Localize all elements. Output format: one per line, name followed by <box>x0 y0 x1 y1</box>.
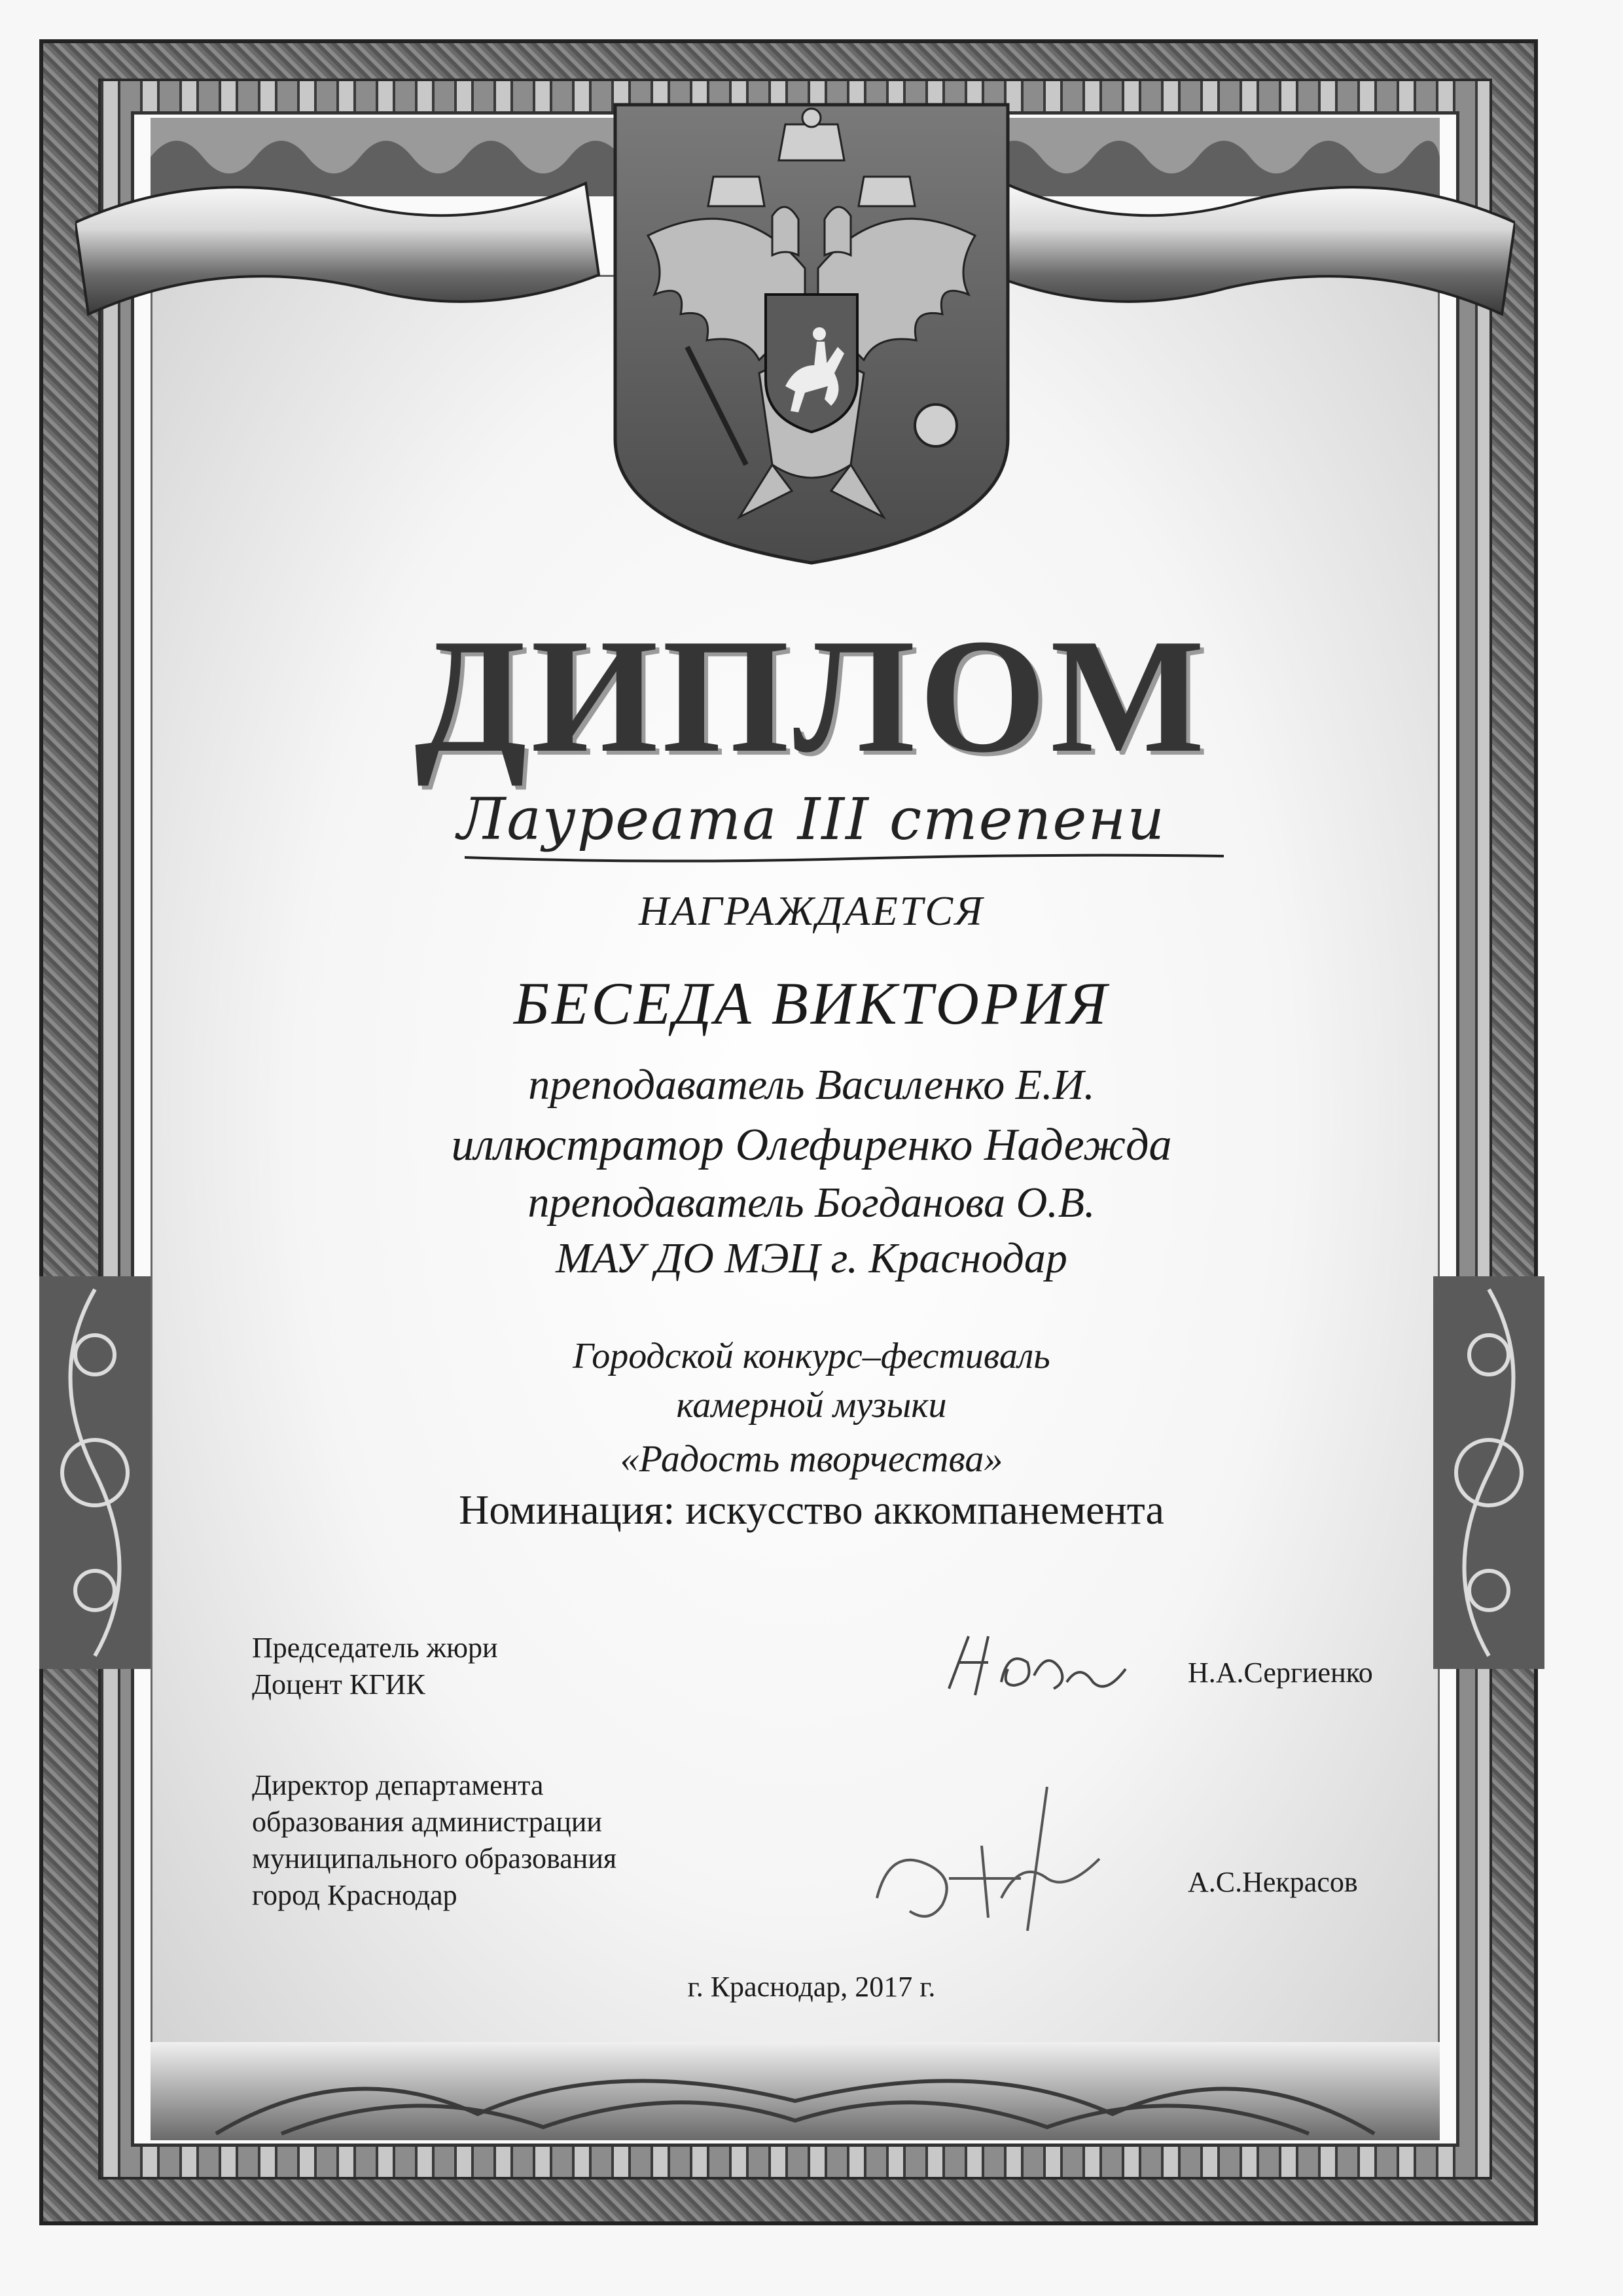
signatory-2-position-line: муниципального образования <box>252 1842 617 1874</box>
signatory-1-position <box>252 1630 498 1703</box>
event-line-1: Городской конкурс–фестиваль <box>573 1336 1050 1376</box>
place-and-date: г. Краснодар, 2017 г. <box>687 1971 936 2003</box>
diploma-title: ДИПЛОМ <box>414 605 1209 787</box>
signatory-2-name: А.С.Некрасов <box>1188 1866 1358 1898</box>
signatory-2-position-line: образования администрации <box>252 1806 602 1838</box>
recipient-name: БЕСЕДА ВИКТОРИЯ <box>513 970 1110 1037</box>
russian-coat-of-arms-emblem <box>609 98 1014 569</box>
awarded-label: НАГРАЖДАЕТСЯ <box>638 888 985 934</box>
event-line-3: «Радость творчества» <box>620 1437 1003 1480</box>
signatory-1-position-line: Председатель жюри <box>252 1632 498 1664</box>
signatory-1-position-line: Доцент КГИК <box>252 1668 425 1700</box>
illustrator-line: иллюстратор Олефиренко Надежда <box>451 1120 1172 1170</box>
signatory-1-name: Н.А.Сергиенко <box>1188 1657 1373 1689</box>
teacher-line-2: преподаватель Богданова О.В. <box>527 1179 1096 1227</box>
bottom-ornament-band <box>151 2042 1440 2140</box>
signature-2-image <box>851 1767 1126 1937</box>
nomination-line: Номинация: искусство аккомпанемента <box>459 1486 1164 1533</box>
event-line-2: камерной музыки <box>676 1385 947 1426</box>
signatory-2-position <box>252 1767 616 1914</box>
institution-line: МАУ ДО МЭЦ г. Краснодар <box>556 1234 1067 1282</box>
signature-1-image <box>936 1623 1132 1715</box>
signatory-2-position-line: город Краснодар <box>252 1879 457 1911</box>
signatory-2-position-line: Директор департамента <box>252 1769 544 1801</box>
award-degree-handwritten: Лауреата III степени <box>457 785 1166 853</box>
teacher-line-1: преподаватель Василенко Е.И. <box>528 1061 1095 1109</box>
